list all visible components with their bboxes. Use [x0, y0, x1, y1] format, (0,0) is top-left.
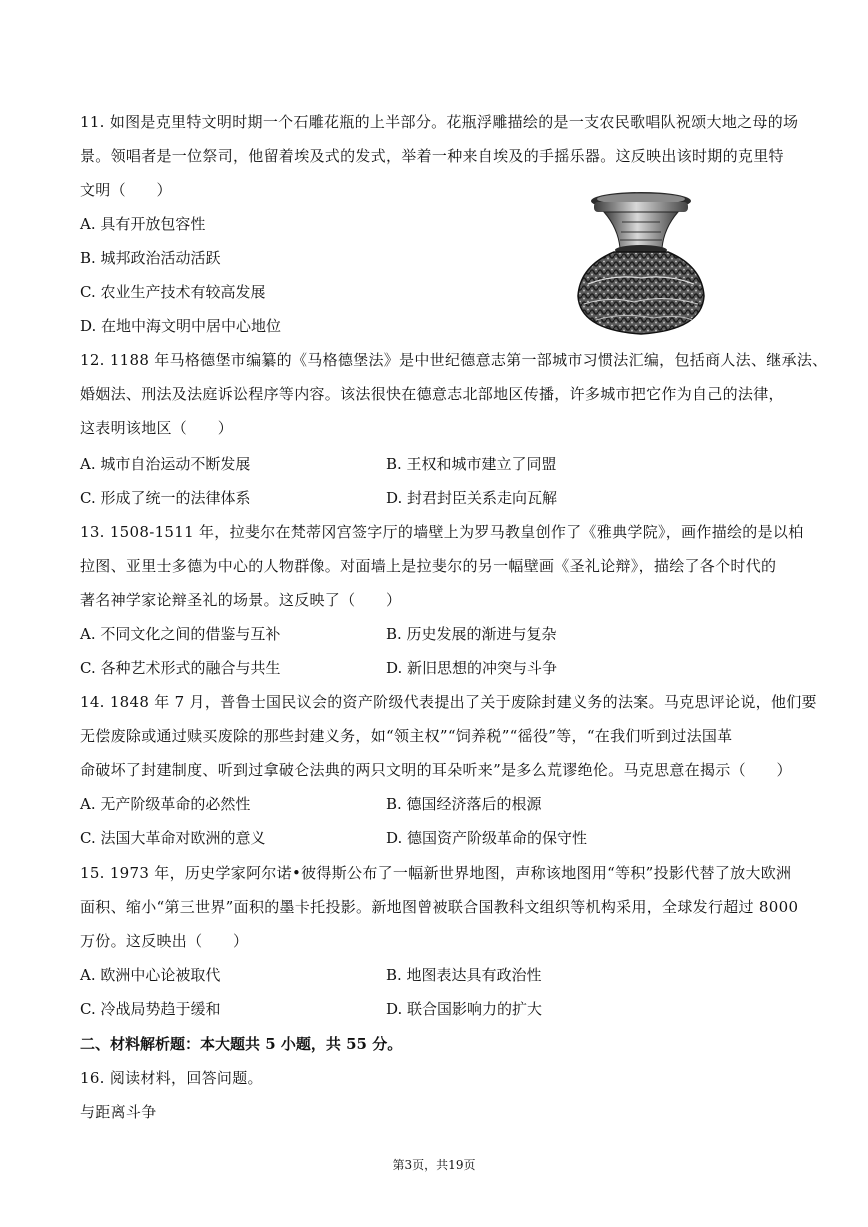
- q14-line-1: 14. 1848 年 7 月，普鲁士国民议会的资产阶级代表提出了关于废除封建义务的法案。马克思评论说，他们要: [80, 693, 817, 711]
- q13-option-c: C. 各种艺术形式的融合与共生: [80, 659, 281, 677]
- q15-option-b: B. 地图表达具有政治性: [386, 966, 542, 984]
- q13-line-1: 13. 1508-1511 年，拉斐尔在梵蒂冈宫签字厅的墙壁上为罗马教皇创作了《雅典学院》，画作描绘的是以柏: [80, 523, 804, 541]
- q15-line-1: 15. 1973 年，历史学家阿尔诺•彼得斯公布了一幅新世界地图，声称该地图用“等积”投影代替了放大欧洲: [80, 864, 792, 882]
- q15-option-a: A. 欧洲中心论被取代: [80, 966, 221, 984]
- q12-option-a: A. 城市自治运动不断发展: [80, 455, 251, 473]
- q12-option-d: D. 封君封臣关系走向瓦解: [386, 489, 558, 507]
- q15-option-d: D. 联合国影响力的扩大: [386, 1000, 543, 1018]
- q11-option-b: B. 城邦政治活动活跃: [80, 249, 221, 267]
- q14-option-a: A. 无产阶级革命的必然性: [80, 795, 251, 813]
- q11-option-a: A. 具有开放包容性: [80, 215, 206, 233]
- q16-line-2: 与距离斗争: [80, 1103, 157, 1121]
- q12-option-b: B. 王权和城市建立了同盟: [386, 455, 557, 473]
- q12-option-c: C. 形成了统一的法律体系: [80, 489, 251, 507]
- q13-line-2: 拉图、亚里士多德为中心的人物群像。对面墙上是拉斐尔的另一幅壁画《圣礼论辩》，描绘了各个时代的: [80, 557, 777, 575]
- q14-line-3: 命破坏了封建制度、听到过拿破仑法典的两只文明的耳朵听来”是多么荒谬绝伦。马克思意在揭示（ ）: [80, 761, 792, 779]
- q12-line-2: 婚姻法、刑法及法庭诉讼程序等内容。该法很快在德意志北部地区传播，许多城市把它作为自己的法律，: [80, 385, 784, 403]
- q13-option-a: A. 不同文化之间的借鉴与互补: [80, 625, 281, 643]
- page-footer: 第3页，共19页: [392, 1158, 476, 1172]
- q11-line-1: 11. 如图是克里特文明时期一个石雕花瓶的上半部分。花瓶浮雕描绘的是一支农民歌唱队祝颂大地之母的场: [80, 113, 799, 131]
- q12-line-1: 12. 1188 年马格德堡市编纂的《马格德堡法》是中世纪德意志第一部城市习惯法汇编，包括商人法、继承法、: [80, 351, 828, 369]
- q11-option-c: C. 农业生产技术有较高发展: [80, 283, 266, 301]
- q13-line-3: 著名神学家论辩圣礼的场景。这反映了（ ）: [80, 591, 402, 609]
- q11-line-3: 文明（ ）: [80, 181, 172, 199]
- q14-option-c: C. 法国大革命对欧洲的意义: [80, 829, 266, 847]
- q14-option-d: D. 德国资产阶级革命的保守性: [386, 829, 588, 847]
- section-heading: 二、材料解析题：本大题共 5 小题，共 55 分。: [80, 1035, 403, 1053]
- q14-option-b: B. 德国经济落后的根源: [386, 795, 542, 813]
- q14-line-2: 无偿废除或通过赎买废除的那些封建义务，如“领主权”“饲养税”“徭役”等，“在我们听到过法国革: [80, 727, 733, 745]
- q15-option-c: C. 冷战局势趋于缓和: [80, 1000, 221, 1018]
- q15-line-2: 面积、缩小“第三世界”面积的墨卡托投影。新地图曾被联合国教科文组织等机构采用，全球发行超过 8000: [80, 898, 799, 916]
- q11-option-d: D. 在地中海文明中居中心地位: [80, 317, 282, 335]
- q15-line-3: 万份。这反映出（ ）: [80, 932, 249, 950]
- q13-option-b: B. 历史发展的渐进与复杂: [386, 625, 557, 643]
- q16-line-1: 16. 阅读材料，回答问题。: [80, 1069, 263, 1087]
- q13-option-d: D. 新旧思想的冲突与斗争: [386, 659, 558, 677]
- stone-vase-image: [574, 188, 708, 336]
- q11-line-2: 景。领唱者是一位祭司，他留着埃及式的发式，举着一种来自埃及的手摇乐器。这反映出该时期的克里特: [80, 147, 784, 165]
- q12-line-3: 这表明该地区（ ）: [80, 419, 234, 437]
